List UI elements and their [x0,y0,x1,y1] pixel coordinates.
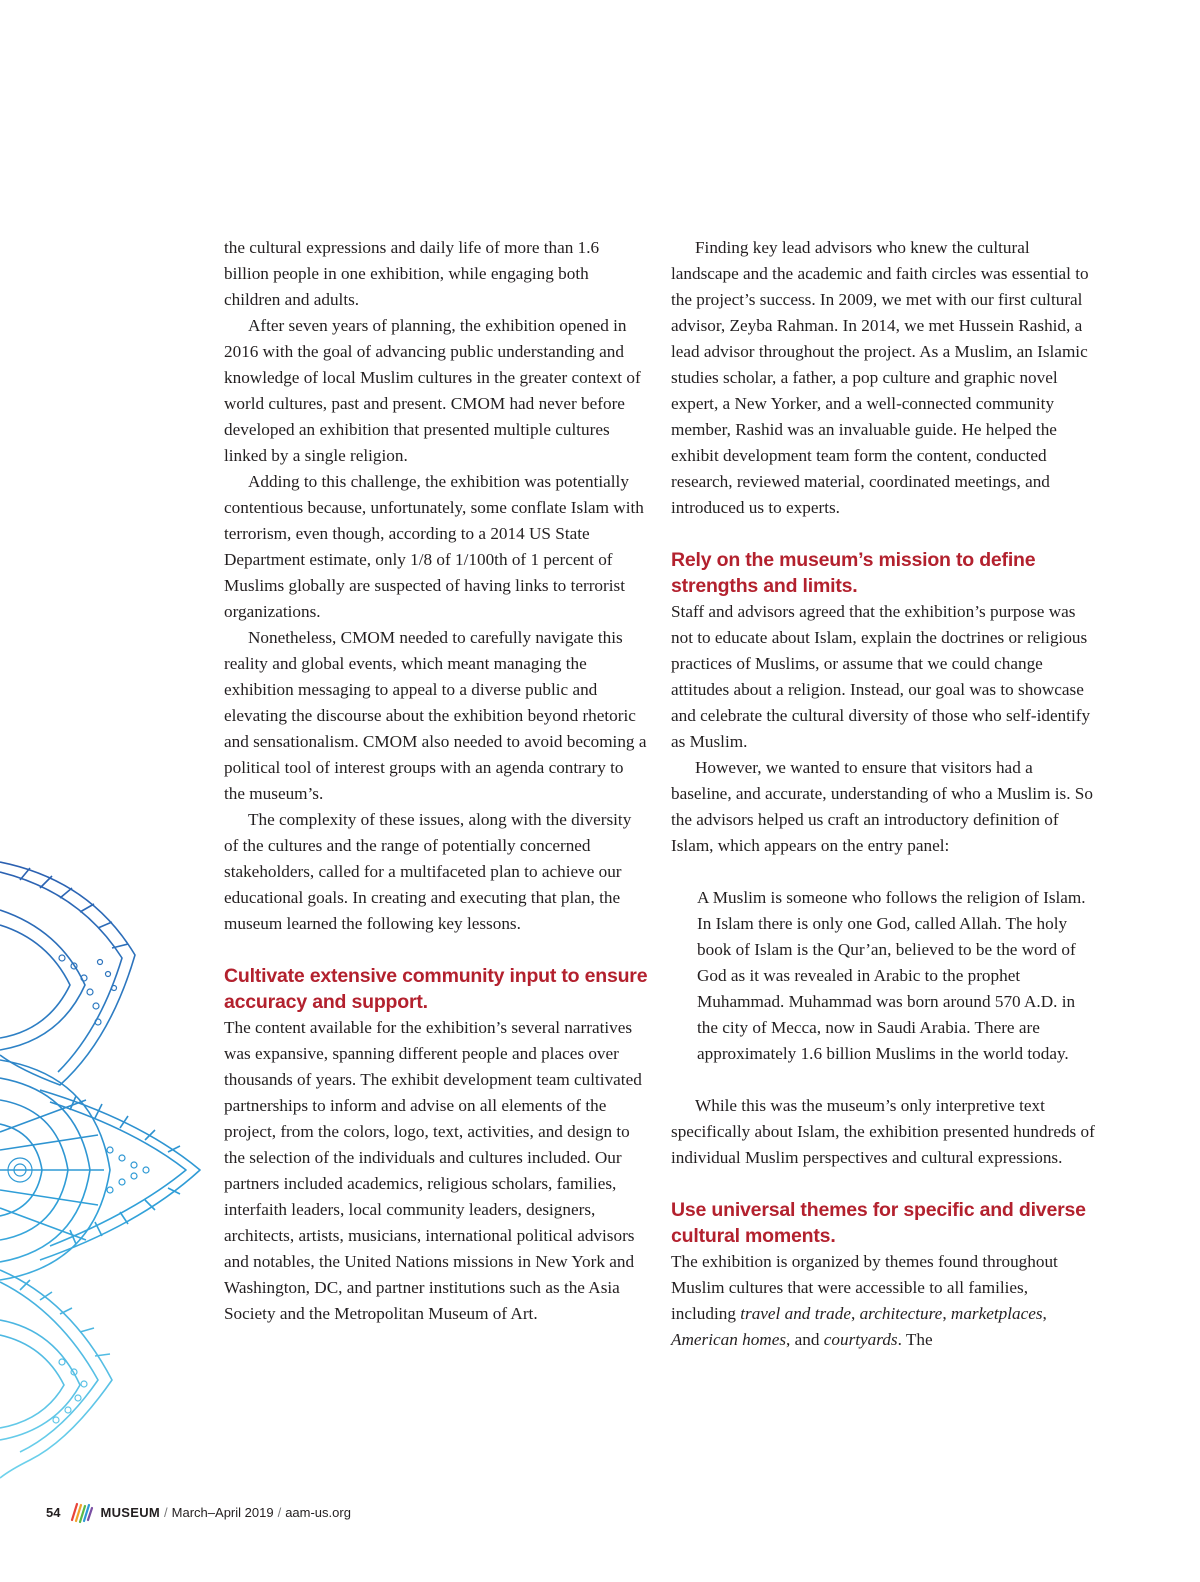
paragraph: Adding to this challenge, the exhibition was potentially contentious because, unfortunately, some conflate Islam with terrorism, even though, according to a 2014 US State Department estimate, only 1/8 of 1/100th of 1 percent of Muslims globally are suspected of having links to terrorist organizations. [224,472,644,621]
separator: / [164,1504,168,1520]
paragraph: the cultural expressions and daily life of more than 1.6 billion people in one exhibition, while engaging both children and adults. [224,238,600,309]
issue-date: March–April 2019 [171,1504,274,1520]
spacer [224,937,648,963]
paragraph: The complexity of these issues, along with the diversity of the cultures and the range of potentially concerned stakeholders, called for a multifaceted plan to achieve our educational goals. In creating and executing that plan, the museum learned the following key lessons. [224,810,632,933]
text-run: , [850,1304,860,1323]
aam-logo-icon [68,1500,94,1524]
separator: / [277,1504,282,1520]
spacer [671,521,1097,547]
paragraph: However, we wanted to ensure that visitors had a baseline, and accurate, understanding of who a Muslim is. So the advisors helped us craft an introductory definition of Islam, which appears on the entry panel: [671,758,1093,855]
section-heading: Cultivate extensive community input to ensure accuracy and support. [224,965,648,1013]
mandala-illustration [0,0,220,1582]
magazine-name: MUSEUM [100,1504,161,1520]
theme-architecture: architecture [859,1304,943,1323]
paragraph: While this was the museum’s only interpretive text specifically about Islam, the exhibition presented hundreds of individual Muslim perspectives and cultural expressions. [671,1096,1095,1167]
paragraph: Nonetheless, CMOM needed to carefully navigate this reality and global events, which meant managing the exhibition messaging to appeal to a diverse public and elevating the discourse about the exhibition beyond rhetoric and sensationalism. CMOM also needed to avoid becoming a political tool of interest groups with an agenda contrary to the museum’s. [224,628,647,803]
left-column [224,235,648,1327]
theme-marketplaces: marketplaces [950,1304,1043,1323]
islam-definition-quote: A Muslim is someone who follows the religion of Islam. In Islam there is only one God, called Allah. The holy book of Islam is the Qur’an, believed to be the word of God as it was revealed in Arabic to the prophet Muhammad. Muhammad was born around 570 A.D. in the city of Mecca, now in Saudi Arabia. There are approximately 1.6 billion Muslims in the world today. [697,888,1086,1063]
theme-courtyards: courtyards [823,1330,898,1349]
paragraph: After seven years of planning, the exhibition opened in 2016 with the goal of advancing public understanding and knowledge of local Muslim cultures in the greater context of world cultures, past and present. CMOM had never before developed an exhibition that presented multiple cultures linked by a single religion. [224,316,641,465]
text-run: , [942,1304,951,1323]
paragraph: The content available for the exhibition’s several narratives was expansive, spanning different people and places over thousands of years. The exhibit development team cultivated partnerships to inform and advise on all elements of the project, from the colors, logo, text, activities, and design to the selection of the individuals and cultures included. Our partners included academics, religious scholars, families, interfaith leaders, local community leaders, designers, architects, artists, musicians, international political advisors and notables, the United Nations missions in New York and Washington, DC, and partner institutions such as the Asia Society and the Metropolitan Museum of Art. [224,1018,642,1323]
section-heading: Use universal themes for specific and diverse cultural moments. [671,1199,1086,1247]
section-heading: Rely on the museum’s mission to define strengths and limits. [671,549,1036,597]
page-footer [46,1500,351,1524]
text-run: , [1042,1304,1047,1323]
theme-american-homes: American homes [671,1330,787,1349]
text-run: The exhibition is organized by themes found throughout Muslim cultures that were accessible to all families, including [671,1252,1058,1323]
text-run: . The [897,1330,933,1349]
page-number: 54 [46,1504,61,1520]
paragraph: Finding key lead advisors who knew the cultural landscape and the academic and faith circles was essential to the project’s success. In 2009, we met with our first cultural advisor, Zeyba Rahman. In 2014, we met Hussein Rashid, a lead advisor throughout the project. As a Muslim, an Islamic studies scholar, a father, a pop culture and graphic novel expert, a New Yorker, and a well-connected community member, Rashid was an invaluable guide. He helped the exhibit development team form the content, conducted research, reviewed material, coordinated meetings, and introduced us to experts. [671,238,1089,517]
spacer [671,859,1097,885]
theme-travel-and-trade: travel and trade [740,1304,851,1323]
website: aam-us.org [285,1504,351,1520]
text-run: , and [786,1330,824,1349]
paragraph: Staff and advisors agreed that the exhibition’s purpose was not to educate about Islam, explain the doctrines or religious practices of Muslims, or assume that we could change attitudes about a religion. Instead, our goal was to showcase and celebrate the cultural diversity of those who self-identify as Muslim. [671,602,1091,751]
paragraph [671,1249,1097,1353]
spacer [671,1067,1097,1093]
right-column [671,235,1097,1353]
spacer [671,1171,1097,1197]
